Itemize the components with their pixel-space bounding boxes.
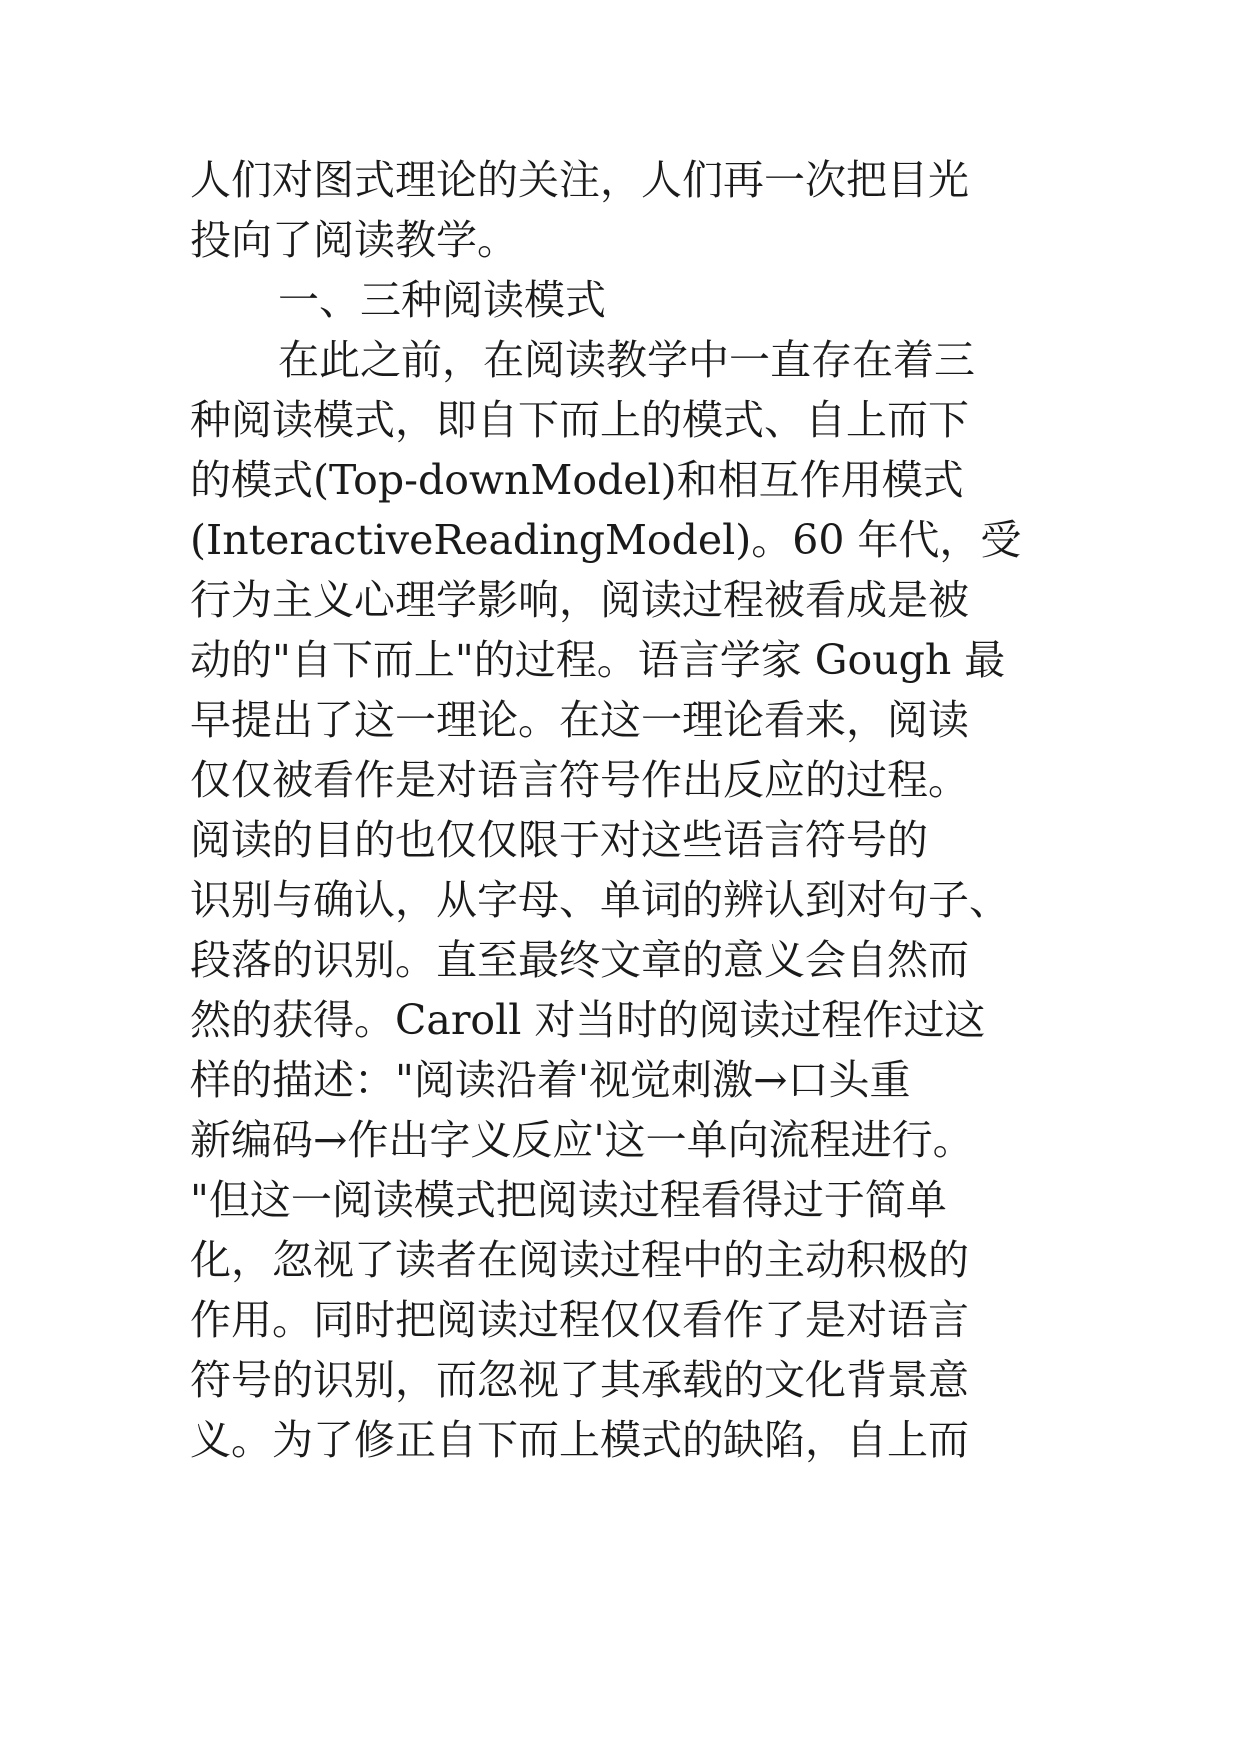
paragraph-first-line: 在此之前，在阅读教学中一直存在着三 xyxy=(278,336,975,384)
text-line: 新编码→作出字义反应'这一单向流程进行。 xyxy=(190,1116,974,1164)
text-line: 仅仅被看作是对语言符号作出反应的过程。 xyxy=(190,756,969,804)
text-line: 识别与确认，从字母、单词的辨认到对句子、 xyxy=(190,876,1010,924)
body-text xyxy=(190,150,1070,1470)
text-line: 种阅读模式，即自下而上的模式、自上而下 xyxy=(190,396,969,444)
text-line: "但这一阅读模式把阅读过程看得过于简单 xyxy=(190,1176,947,1224)
text-line: 段落的识别。直至最终文章的意义会自然而 xyxy=(190,936,969,984)
text-line: 化，忽视了读者在阅读过程中的主动积极的 xyxy=(190,1236,969,1284)
text-line: 然的获得。Caroll 对当时的阅读过程作过这 xyxy=(190,996,986,1044)
text-line: 的模式(Top-downModel)和相互作用模式 xyxy=(190,456,964,504)
text-line: (InteractiveReadingModel)。60 年代，受 xyxy=(190,516,1022,564)
text-line: 符号的识别，而忽视了其承载的文化背景意 xyxy=(190,1356,969,1404)
text-line: 作用。同时把阅读过程仅仅看作了是对语言 xyxy=(190,1296,969,1344)
text-line: 阅读的目的也仅仅限于对这些语言符号的 xyxy=(190,816,928,864)
text-line: 行为主义心理学影响，阅读过程被看成是被 xyxy=(190,576,969,624)
section-heading: 一、三种阅读模式 xyxy=(278,276,606,324)
text-line: 投向了阅读教学。 xyxy=(190,216,518,264)
text-line: 义。为了修正自下而上模式的缺陷，自上而 xyxy=(190,1416,969,1464)
text-line: 样的描述："阅读沿着'视觉刺激→口头重 xyxy=(190,1056,911,1104)
text-line: 人们对图式理论的关注，人们再一次把目光 xyxy=(190,156,969,204)
text-line: 动的"自下而上"的过程。语言学家 Gough 最 xyxy=(190,636,1006,684)
text-line: 早提出了这一理论。在这一理论看来，阅读 xyxy=(190,696,969,744)
